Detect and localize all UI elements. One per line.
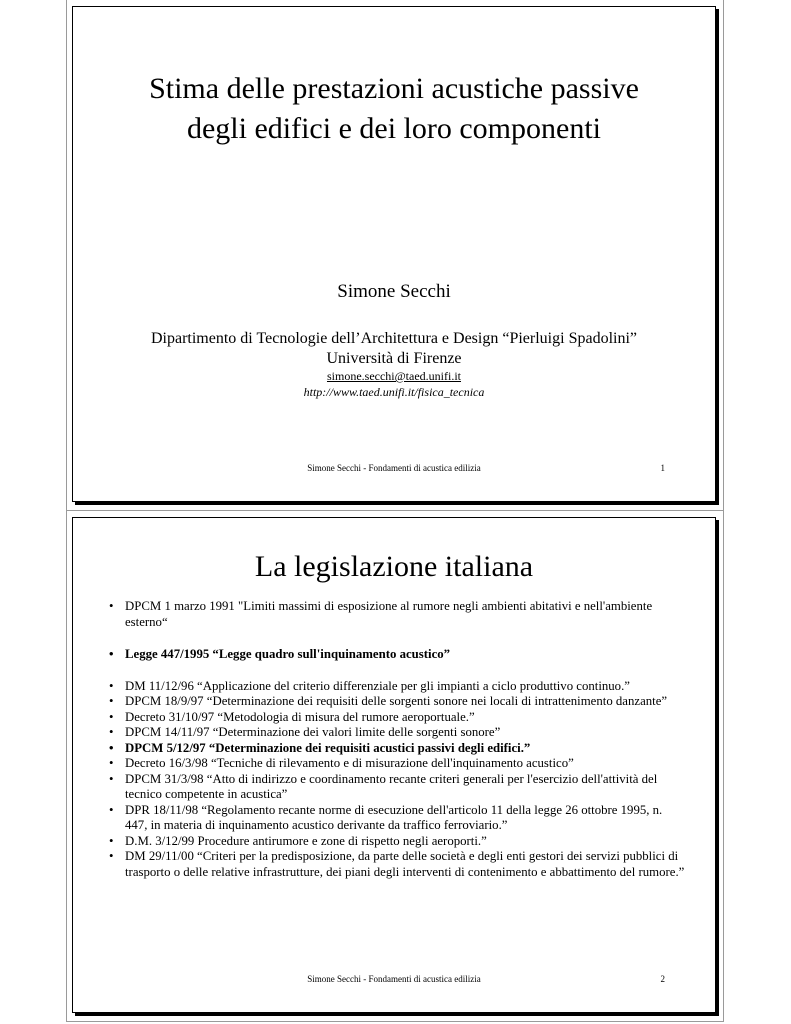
slide-1-title [73, 69, 715, 149]
department [73, 329, 715, 369]
website-url: http://www.taed.unifi.it/fisica_tecnica [303, 385, 485, 399]
handout-divider [66, 510, 724, 511]
slide-1 [72, 6, 716, 502]
list-item: • DPR 18/11/98 “Regolamento recante norme di esecuzione dell'articolo 11 della legge 26 ottobre 1995, n. 447, in materia di inquinamento acustico derivante da traffico ferroviario.” [107, 803, 687, 834]
list-item: • DPCM 14/11/97 “Determinazione dei valori limite delle sorgenti sonore” [107, 725, 687, 741]
list-item: • DPCM 18/9/97 “Determinazione dei requisiti delle sorgenti sonore nei locali di intrattenimento danzante” [107, 694, 687, 710]
list-item: • Legge 447/1995 “Legge quadro sull'inquinamento acustico” [107, 647, 687, 663]
list-item: • DM 29/11/00 “Criteri per la predisposizione, da parte delle società e degli enti gestori dei servizi pubblici di trasporto o delle relative infrastrutture, dei piani degli interventi di contenimento e abbattimento del rumore.” [107, 849, 687, 880]
department-line-2: Università di Firenze [326, 350, 462, 367]
list-item: • DM 11/12/96 “Applicazione del criterio differenziale per gli impianti a ciclo produttivo continuo.” [107, 679, 687, 695]
slide-1-page-number: 1 [660, 463, 665, 473]
email-link[interactable]: simone.secchi@taed.unifi.it [326, 369, 461, 383]
slide-2-page-number: 2 [660, 974, 665, 984]
list-item: • Decreto 16/3/98 “Tecniche di rilevamento e di misurazione dell'inquinamento acustico” [107, 756, 687, 772]
list-item: • DPCM 1 marzo 1991 "Limiti massimi di esposizione al rumore negli ambienti abitativi e nell'ambiente esterno“ [107, 599, 687, 630]
slide-1-title-line-2: degli edifici e dei loro componenti [186, 112, 602, 145]
department-line-1: Dipartimento di Tecnologie dell’Architettura e Design “Pierluigi Spadolini” [150, 330, 637, 347]
slide-1-footer: Simone Secchi - Fondamenti di acustica edilizia [307, 463, 481, 473]
legislation-list [107, 599, 687, 880]
list-item: • DPCM 31/3/98 “Atto di indirizzo e coordinamento recante criteri generali per l'esercizio dell'attività del tecnico competente in acustica” [107, 772, 687, 803]
list-item: • D.M. 3/12/99 Procedure antirumore e zone di rispetto negli aeroporti.” [107, 834, 687, 850]
list-item: • Decreto 31/10/97 “Metodologia di misura del rumore aeroportuale.” [107, 710, 687, 726]
list-item: • DPCM 5/12/97 “Determinazione dei requisiti acustici passivi degli edifici.” [107, 741, 687, 757]
slide-2 [72, 517, 716, 1013]
slide-2-footer: Simone Secchi - Fondamenti di acustica edilizia [307, 974, 481, 984]
author-name: Simone Secchi [337, 281, 451, 302]
slide-1-title-line-1: Stima delle prestazioni acustiche passive [149, 72, 639, 105]
slide-2-title: La legislazione italiana [254, 550, 534, 583]
